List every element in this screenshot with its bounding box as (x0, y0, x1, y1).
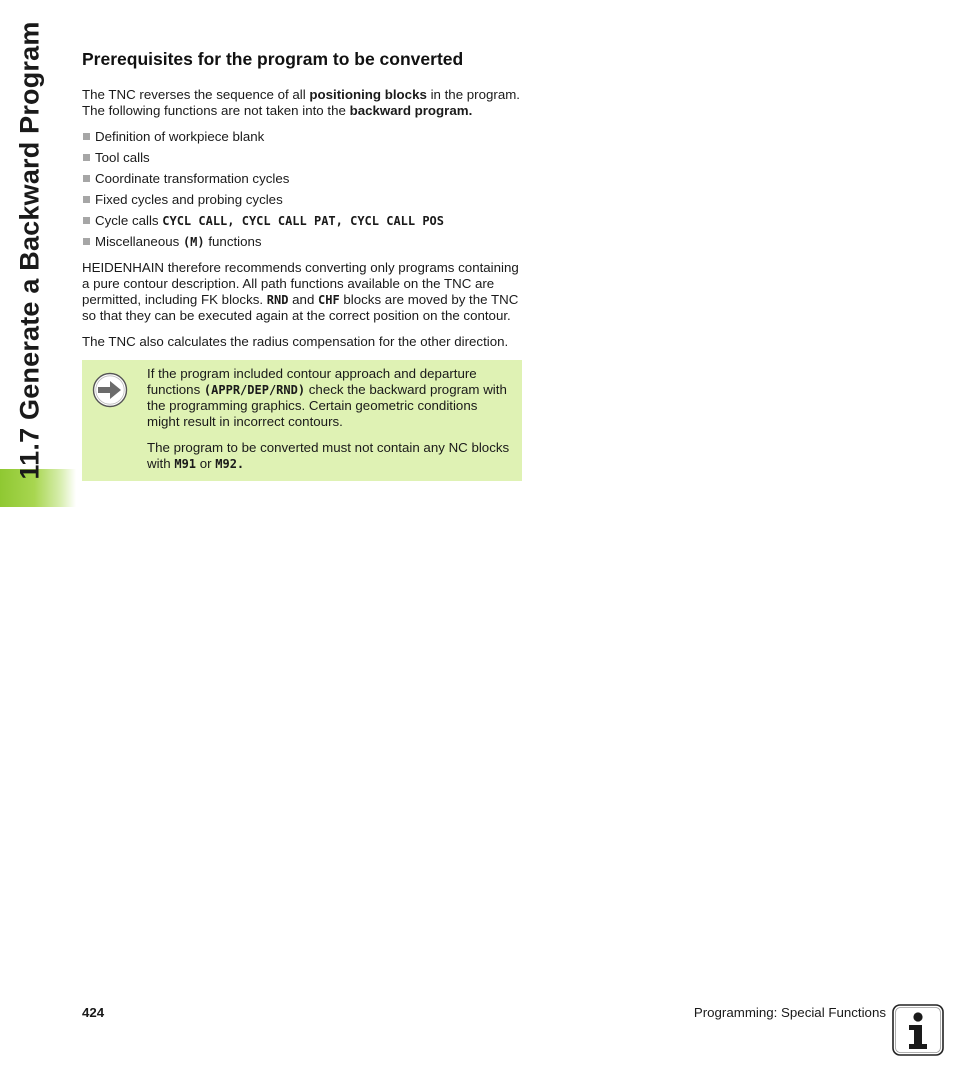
para2-text-3: blocks are moved by the TNC so that they can be executed again at the correct position on the contour. (82, 292, 519, 323)
list-item-text: functions (204, 234, 262, 249)
note-paragraph-2 (147, 440, 512, 472)
main-content (82, 48, 522, 481)
list-item-code: (M) (182, 235, 205, 249)
chapter-sidebar (0, 0, 76, 520)
note-text-3: The program to be converted must not contain any NC blocks with (147, 440, 510, 471)
para2-code-rnd: RND (266, 293, 289, 307)
radius-compensation-paragraph: The TNC also calculates the radius compensation for the other direction. (82, 334, 509, 349)
note-paragraph-1 (147, 366, 512, 430)
section-title: Prerequisites for the program to be converted (82, 49, 464, 69)
list-item-text: Miscellaneous (95, 234, 183, 249)
list-item-text: Definition of workpiece blank (95, 129, 265, 144)
bullet-square-icon (83, 175, 90, 182)
bullet-square-icon (83, 196, 90, 203)
list-item-code: CYCL CALL, CYCL CALL PAT, CYCL CALL POS (162, 214, 445, 228)
note-code-appr: (APPR/DEP/RND) (203, 383, 306, 397)
list-item-text: Fixed cycles and probing cycles (95, 192, 283, 207)
page-number: 424 (82, 1005, 105, 1020)
bullet-square-icon (83, 217, 90, 224)
list-item (82, 129, 522, 145)
list-item-text: Tool calls (95, 150, 150, 165)
para2-text-2: and (288, 292, 319, 307)
note-text-4: or (196, 456, 216, 471)
bullet-square-icon (83, 238, 90, 245)
intro-paragraph (82, 87, 522, 119)
list-item (82, 171, 522, 187)
intro-bold-1: positioning blocks (309, 87, 427, 102)
note-code-m92: M92. (215, 457, 245, 471)
para2-code-chf: CHF (318, 293, 340, 307)
footer-title: Programming: Special Functions (693, 1005, 886, 1020)
list-item-text: Coordinate transformation cycles (95, 171, 290, 186)
intro-text-2: in the program. The following functions are not taken into the (82, 87, 520, 118)
bullet-square-icon (83, 154, 90, 161)
chapter-title-wrapper (8, 0, 52, 500)
list-item (82, 234, 522, 250)
info-icon (892, 1004, 944, 1056)
list-item (82, 150, 522, 166)
intro-text-1: The TNC reverses the sequence of all (82, 87, 310, 102)
note-code-m91: M91 (174, 457, 197, 471)
bullet-square-icon (83, 133, 90, 140)
note-text-1: If the program included contour approach and departure functions (147, 366, 477, 397)
note-text-2: check the backward program with the programming graphics. Certain geometric conditions might result in incorrect contours. (147, 382, 507, 429)
note-text (147, 366, 512, 472)
recommendation-paragraph (82, 260, 522, 324)
para2-text-1: HEIDENHAIN therefore recommends converting only programs containing a pure contour description. All path functions available on the TNC are permitted, including FK blocks. (82, 260, 519, 307)
chapter-title: 11.7 Generate a Backward Program (14, 20, 45, 480)
list-item-text: Cycle calls (95, 213, 163, 228)
note-box (82, 360, 522, 481)
intro-bold-2: backward program. (349, 103, 473, 118)
excluded-functions-list (82, 129, 522, 250)
list-item (82, 192, 522, 208)
arrow-right-icon (92, 372, 128, 408)
list-item (82, 213, 522, 229)
